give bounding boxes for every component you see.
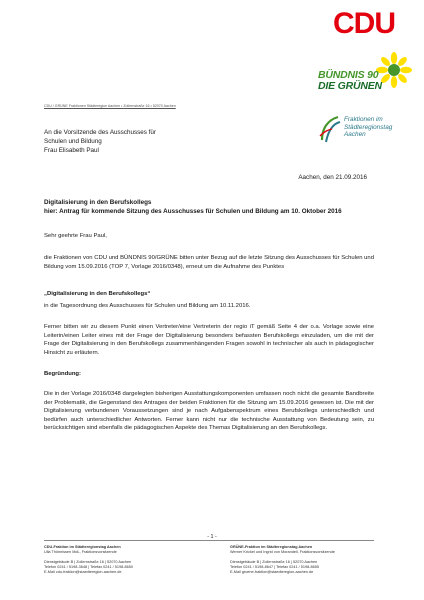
recipient-line-1: An die Vorsitzende des Ausschusses für (44, 129, 157, 136)
footer-gruene-address: Dienstgebäude B | Zollernstraße 16 | 52070 Aachen (230, 559, 318, 564)
footer-cdu-email[interactable]: E-Mail cdu-fraktion@staedteregion-aachen.de (44, 570, 122, 575)
fraktionen-line-3: Aachen (344, 131, 366, 139)
sender-address-line: CDU / GRÜNE Fraktionen Städteregion Aachen • Zollernstraße 16 • 52070 Aachen (44, 104, 176, 108)
fraktionen-logo (318, 114, 418, 150)
paragraph-agenda: in die Tagesordnung des Ausschusses für Schulen und Bildung am 10.11.2016. (44, 303, 251, 309)
paragraph-request: die Fraktionen von CDU und BÜNDNIS 90/GRÜNE bitten unter Bezug auf die letzte Sitzung des Ausschusses für Schulen und Bildung vom 15.09.2016 (TOP 7, Vorlage 2016/0348), erneut um die Aufnahme des Punktes (44, 255, 374, 270)
paragraph-justification: Die in der Vorlage 2016/0348 dargelegten bisherigen Ausstattungskomponenten umfassen noch nicht die gesamte Bandbreite der Problematik, die Gegenstand des Antrages der beiden Fraktionen für die Sitzung am 15.09.2016 gewesen ist. Die mit der Digitalisierung verbundenen Voraussetzungen sind je nach Aufgabenspektrum eines Berufskollegs unterschiedlich und bedürfen auch unterschiedlicher Antworten. Ferner kann nicht nur die technische Ausstattung von Bedeutung sein, zu berücksichtigen sind ebenfalls die pädagogischen Aspekte des Themas Digitalisierung an den Berufskollegs. (44, 391, 374, 432)
footer-gruene-names: Werner Krickel und Ingrid von Morandell, Fraktionsvorsitzende (230, 550, 335, 555)
footer-cdu-address: Dienstgebäude B | Zollernstraße 16 | 52070 Aachen (44, 559, 132, 564)
footer-gruene-title: GRÜNE-Fraktion im Städteregionstag Aachen (230, 545, 313, 549)
footer-cdu (44, 545, 133, 575)
footer-gruene-email[interactable]: E-Mail gruene-fraktion@staedteregion-aachen.de (230, 570, 314, 575)
footer-gruene-phone: Telefon 0241 / 5198-8647 | Telefax 0241 / 5198-8655 (230, 564, 319, 569)
page-number: - 1 - (207, 534, 217, 540)
gruene-wordmark (318, 70, 382, 92)
subject-line-1: Digitalisierung in den Berufskollegs (44, 199, 152, 206)
cdu-logo: CDU (333, 7, 395, 40)
fraktionen-wordmark (344, 116, 392, 139)
footer-gruene (230, 545, 335, 575)
gruene-logo (318, 52, 418, 104)
recipient-address (44, 128, 156, 155)
subject-block (44, 198, 342, 216)
paragraph-invitation: Ferner bitten wir zu diesem Punkt einen Vertreter/eine Vertreterin der regio iT gemäß Seite 4 der o.a. Vorlage sowie eine Leiterin/einen Leiter eines mit der Frage der Digitalisierung besonders befassten Berufskollegs einzuladen, um die mit der Frage der Digitalisierung in den Berufskollegs zusammenhängenden Fragen sowohl in technischer als auch in pädagogischer Hinsicht zu erläutern. (44, 324, 374, 356)
salutation: Sehr geehrte Frau Paul, (44, 233, 107, 239)
footer-cdu-title: CDU-Fraktion im Städteregionstag Aachen (44, 545, 121, 549)
recipient-line-3: Frau Elisabeth Paul (44, 147, 99, 154)
footer-divider (44, 540, 374, 541)
section-heading: Begründung: (44, 371, 81, 377)
fraktionen-line-2: Städteregionstag (344, 123, 393, 131)
agenda-item-quote: „Digitalisierung in den Berufskollegs“ (44, 291, 151, 297)
fraktionen-swoosh-icon (318, 114, 342, 144)
fraktionen-line-1: Fraktionen im (344, 116, 383, 123)
letter-date: Aachen, den 21.09.2016 (298, 174, 367, 181)
gruene-line-1: BÜNDNIS 90 (318, 69, 379, 81)
footer-cdu-phone: Telefon 0241 / 5198-3648 | Telefax 0241 / 5198-8650 (44, 564, 133, 569)
recipient-line-2: Schulen und Bildung (44, 138, 102, 145)
subject-line-2: hier: Antrag für kommende Sitzung des Ausschusses für Schulen und Bildung am 10. Oktober 2016 (44, 208, 342, 215)
footer-cdu-names: Ulla Thönnissen MdL, Fraktionsvorsitzende (44, 550, 117, 555)
gruene-line-2: DIE GRÜNEN (318, 80, 382, 92)
